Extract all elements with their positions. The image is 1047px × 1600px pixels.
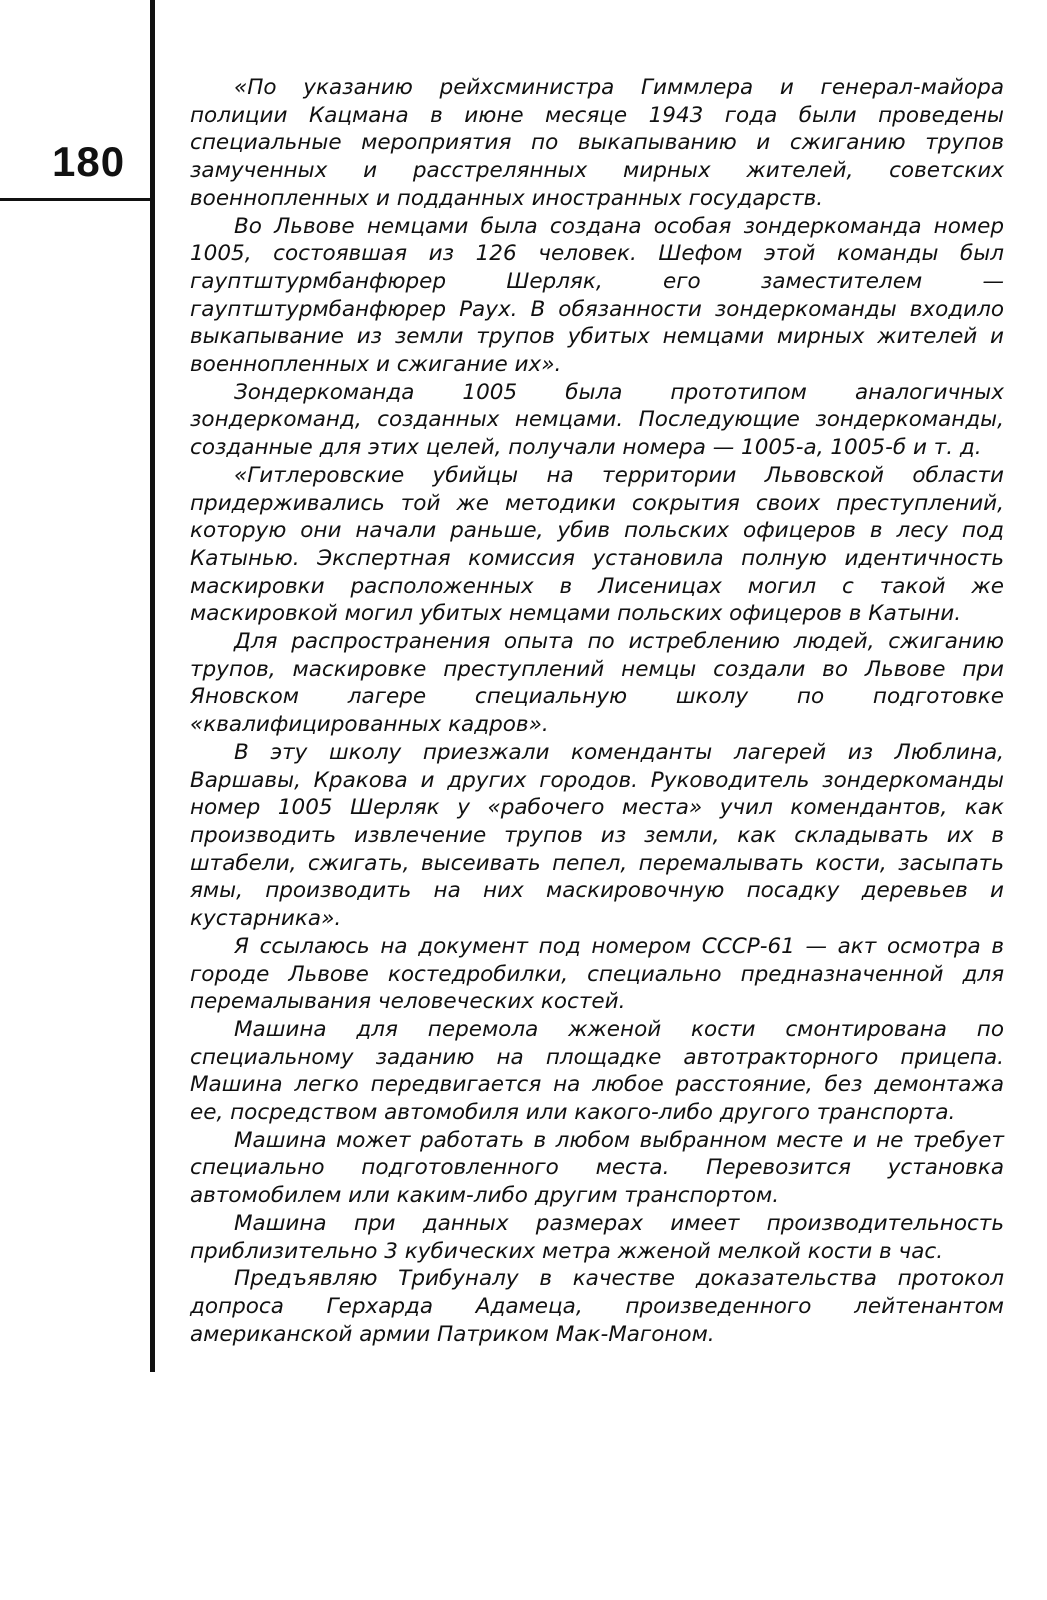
paragraph: Машина может работать в любом выбранном месте и не требует специально подготовленного места. Перевозится установка автомобилем или каким-либо другим транспортом. [190, 1127, 1004, 1209]
paragraph: Зондеркоманда 1005 была прототипом аналогичных зондеркоманд, созданных немцами. Последующие зондеркоманды, созданные для этих целей, получали номера — 1005-а, 1005-б и т. д. [190, 379, 1004, 461]
paragraph: Для распространения опыта по истреблению людей, сжиганию трупов, маскировке преступлений немцы создали во Львове при Яновском лагере специальную школу по подготовке «квалифицированных кадров». [190, 629, 1004, 738]
paragraph: «По указанию рейхсминистра Гиммлера и генерал-майора полиции Кацмана в июне месяце 1943 года были проведены специальные мероприятия по выкапыванию и сжиганию трупов замученных и расстрелянных мирных жителей, советских военнопленных и подданных иностранных государств. [190, 75, 1004, 211]
margin-rule [150, 0, 155, 1372]
paragraph: «Гитлеровские убийцы на территории Львовской области придерживались той же методики сокрытия своих преступлений, которую они начали раньше, убив польских офицеров в лесу под Катынью. Экспертная комиссия установила полную идентичность маскировки расположенных в Лисеницах могил с такой же маскировкой могил убитых немцами польских офицеров в Катыни. [190, 462, 1004, 627]
paragraph: Я ссылаюсь на документ под номером СССР-61 — акт осмотра в городе Львове костедробилки, специально предназначенной для перемалывания человеческих костей. [190, 933, 1004, 1015]
paragraph: Машина для перемола жженой кости смонтирована по специальному заданию на площадке автотракторного прицепа. Машина легко передвигается на любое расстояние, без демонтажа ее, посредством автомобиля или какого-либо другого транспорта. [190, 1016, 1004, 1126]
paragraph: Во Львове немцами была создана особая зондеркоманда номер 1005, состоявшая из 126 человек. Шефом этой команды был гауптштурмбанфюрер Шерляк, его заместителем — гауптштурмбанфюрер Раух. В обязанности зондеркоманды входило выкапывание из земли трупов убитых немцами мирных жителей и военнопленных и сжигание их». [190, 213, 1004, 378]
page-number-rule [0, 198, 150, 201]
body-text [190, 74, 1004, 1348]
paragraph: В эту школу приезжали коменданты лагерей из Люблина, Варшавы, Кракова и других городов. Руководитель зондеркоманды номер 1005 Шерляк у «рабочего места» учил комендантов, как производить извлечение трупов из земли, как складывать их в штабели, сжигать, высеивать пепел, перемалывать кости, засыпать ямы, производить на них маскировочную посадку деревьев и кустарника». [190, 739, 1004, 932]
paragraph: Предъявляю Трибуналу в качестве доказательства протокол допроса Герхарда Адамеца, произведенного лейтенантом американской армии Патриком Мак-Магоном. [190, 1266, 1004, 1347]
paragraph: Машина при данных размерах имеет производительность приблизительно 3 кубических метра жженой мелкой кости в час. [190, 1210, 1004, 1264]
page-number: 180 [52, 138, 126, 185]
